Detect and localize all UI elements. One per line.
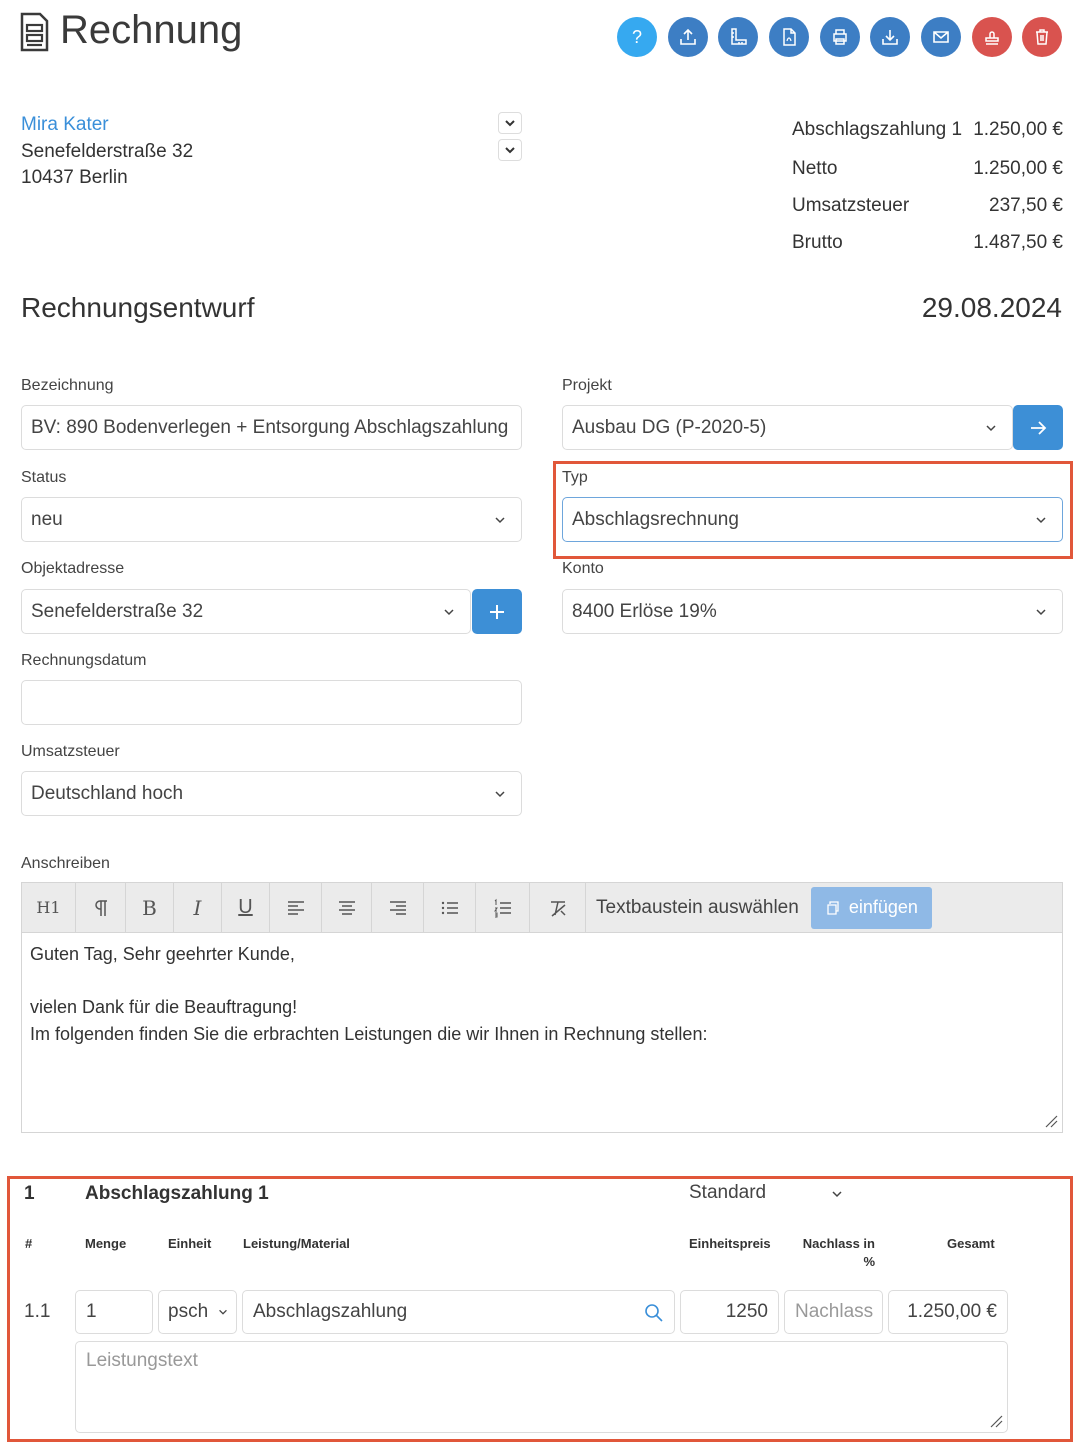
chevron-down-icon xyxy=(503,116,517,130)
delete-button[interactable] xyxy=(1022,17,1062,57)
customer-city: 10437 Berlin xyxy=(21,167,128,188)
rechnungsdatum-input[interactable] xyxy=(21,680,522,725)
objektadresse-label: Objektadresse xyxy=(21,560,125,577)
group-number: 1 xyxy=(24,1183,35,1204)
chevron-down-icon xyxy=(503,143,517,157)
summary-label: Netto xyxy=(792,158,838,179)
textblock-select-label: Textbaustein auswählen xyxy=(596,896,799,918)
group-type-select[interactable] xyxy=(689,1182,849,1206)
document-date: 29.08.2024 xyxy=(921,292,1062,323)
bezeichnung-value: BV: 890 Bodenverlegen + Entsorgung Abschlagszahlung xyxy=(31,416,509,438)
status-value: neu xyxy=(31,508,63,530)
typ-select[interactable] xyxy=(562,497,1063,542)
upload-icon xyxy=(678,27,698,47)
discount-input[interactable] xyxy=(784,1290,883,1334)
summary-value: 1.487,50 € xyxy=(973,232,1063,253)
summary-row-brutto xyxy=(792,232,1063,254)
trash-icon xyxy=(1032,27,1052,47)
chevron-down-icon xyxy=(493,787,507,801)
search-icon[interactable] xyxy=(644,1303,664,1323)
download-button[interactable] xyxy=(870,17,910,57)
pdf-icon xyxy=(779,27,799,47)
heading-button[interactable] xyxy=(22,883,76,933)
umsatzsteuer-value: Deutschland hoch xyxy=(31,782,184,804)
status-select[interactable] xyxy=(21,497,522,542)
summary-label: Brutto xyxy=(792,232,843,253)
editor-content[interactable] xyxy=(30,941,707,1047)
header-leistung: Leistung/Material xyxy=(243,1236,350,1251)
italic-button[interactable] xyxy=(174,883,222,933)
typ-label: Typ xyxy=(562,469,588,486)
chevron-down-icon xyxy=(1034,513,1048,527)
discount-placeholder: Nachlass xyxy=(795,1301,874,1322)
textblock-select[interactable] xyxy=(586,883,799,933)
numbered-list-icon xyxy=(492,897,514,919)
summary-value: 1.250,00 € xyxy=(973,119,1063,140)
insert-button-label: einfügen xyxy=(848,897,918,917)
insert-textblock-button[interactable] xyxy=(811,887,932,929)
customer-contact-dropdown[interactable] xyxy=(498,112,522,134)
document-status-title: Rechnungsentwurf xyxy=(21,292,255,323)
objektadresse-select[interactable] xyxy=(21,589,471,634)
paragraph-icon xyxy=(90,897,112,919)
resize-handle-icon[interactable] xyxy=(1044,1114,1058,1128)
summary-value: 1.250,00 € xyxy=(973,158,1063,179)
underline-icon: U xyxy=(238,896,253,918)
header-nachlass-line1: Nachlass in xyxy=(802,1236,875,1251)
header-einheitspreis: Einheitspreis xyxy=(689,1236,771,1251)
align-center-button[interactable] xyxy=(322,883,372,933)
underline-button[interactable] xyxy=(222,883,270,933)
document-icon xyxy=(18,12,50,52)
printer-icon xyxy=(830,27,850,47)
editor-line: vielen Dank für die Beauftragung! xyxy=(30,997,298,1017)
total-value: 1.250,00 € xyxy=(907,1301,997,1322)
copy-icon xyxy=(825,900,841,916)
editor-line: Guten Tag, Sehr geehrter Kunde, xyxy=(30,944,295,964)
email-button[interactable] xyxy=(921,17,961,57)
group-title[interactable]: Abschlagszahlung 1 xyxy=(85,1183,269,1204)
summary-label: Abschlagszahlung 1 xyxy=(792,119,963,140)
rechnungsdatum-label: Rechnungsdatum xyxy=(21,652,147,669)
align-left-button[interactable] xyxy=(270,883,322,933)
header-einheit: Einheit xyxy=(168,1236,212,1251)
h1-label: H1 xyxy=(36,898,61,917)
mail-icon xyxy=(931,27,951,47)
projekt-label: Projekt xyxy=(562,377,612,394)
unit-value: psch xyxy=(168,1301,209,1322)
anschreiben-label: Anschreiben xyxy=(21,855,110,872)
stamp-button[interactable] xyxy=(972,17,1012,57)
header-num: # xyxy=(25,1236,33,1251)
download-icon xyxy=(880,27,900,47)
header-nachlass-line2: % xyxy=(863,1254,875,1269)
service-input[interactable] xyxy=(242,1290,675,1334)
service-text-input[interactable] xyxy=(75,1341,1008,1433)
bullet-list-button[interactable] xyxy=(424,883,476,933)
plus-icon xyxy=(486,601,508,623)
ruler-icon xyxy=(728,27,748,47)
align-center-icon xyxy=(336,897,358,919)
upload-button[interactable] xyxy=(668,17,708,57)
group-type-value: Standard xyxy=(689,1182,767,1203)
konto-label: Konto xyxy=(562,560,604,577)
customer-address-dropdown[interactable] xyxy=(498,139,522,161)
print-button[interactable] xyxy=(820,17,860,57)
numbered-list-button[interactable] xyxy=(476,883,530,933)
summary-value: 237,50 € xyxy=(989,195,1063,216)
konto-value: 8400 Erlöse 19% xyxy=(572,600,717,622)
chevron-down-icon xyxy=(493,513,507,527)
align-right-icon xyxy=(387,897,409,919)
summary-row-netto xyxy=(792,158,1063,180)
bold-button[interactable] xyxy=(126,883,174,933)
add-address-button[interactable] xyxy=(472,589,522,634)
quantity-value: 1 xyxy=(86,1301,97,1322)
bold-icon: B xyxy=(142,895,157,920)
chevron-down-icon xyxy=(217,1306,229,1318)
total-field xyxy=(888,1290,1008,1334)
header-gesamt: Gesamt xyxy=(947,1236,995,1251)
customer-name-link[interactable]: Mira Kater xyxy=(21,114,109,135)
editor-line xyxy=(30,968,707,995)
arrow-right-icon xyxy=(1027,417,1049,439)
summary-label: Umsatzsteuer xyxy=(792,195,910,216)
umsatzsteuer-select[interactable] xyxy=(21,771,522,816)
header-nachlass xyxy=(797,1236,875,1269)
unit-price-input[interactable] xyxy=(680,1290,779,1334)
item-number: 1.1 xyxy=(24,1301,51,1322)
clear-format-button[interactable] xyxy=(530,883,586,933)
chevron-down-icon xyxy=(830,1187,844,1201)
chevron-down-icon xyxy=(984,421,998,435)
projekt-select[interactable] xyxy=(562,405,1013,450)
typ-value: Abschlagsrechnung xyxy=(572,508,739,530)
bullet-list-icon xyxy=(439,897,461,919)
italic-icon: I xyxy=(193,895,202,920)
header-menge: Menge xyxy=(85,1236,127,1251)
align-left-icon xyxy=(285,897,307,919)
help-button[interactable] xyxy=(617,17,657,57)
objektadresse-value: Senefelderstraße 32 xyxy=(31,600,204,622)
resize-handle-icon[interactable] xyxy=(989,1414,1003,1428)
unit-price-value: 1250 xyxy=(725,1301,768,1322)
service-text-placeholder: Leistungstext xyxy=(86,1350,198,1371)
summary-row-umsatzsteuer xyxy=(792,195,1063,217)
editor-toolbar xyxy=(22,883,1062,933)
measure-button[interactable] xyxy=(718,17,758,57)
page-title: Rechnung xyxy=(60,8,243,52)
unit-select[interactable] xyxy=(158,1290,237,1334)
chevron-down-icon xyxy=(442,605,456,619)
status-label: Status xyxy=(21,469,67,486)
customer-street: Senefelderstraße 32 xyxy=(21,141,194,162)
bezeichnung-label: Bezeichnung xyxy=(21,377,114,394)
anschreiben-editor[interactable] xyxy=(21,882,1063,1133)
help-icon: ? xyxy=(631,26,642,47)
summary-row-abschlag xyxy=(792,119,1063,141)
stamp-icon xyxy=(982,27,1002,47)
align-right-button[interactable] xyxy=(372,883,424,933)
editor-line: Im folgenden finden Sie die erbrachten Leistungen die wir Ihnen in Rechnung stellen: xyxy=(30,1023,708,1044)
clear-format-icon xyxy=(547,897,569,919)
pdf-button[interactable] xyxy=(769,17,809,57)
quantity-input[interactable] xyxy=(75,1290,153,1334)
chevron-down-icon xyxy=(1034,605,1048,619)
paragraph-button[interactable] xyxy=(76,883,126,933)
konto-select[interactable] xyxy=(562,589,1063,634)
bezeichnung-input[interactable] xyxy=(21,405,522,450)
projekt-value: Ausbau DG (P-2020-5) xyxy=(572,416,767,438)
open-project-button[interactable] xyxy=(1013,405,1063,450)
service-value: Abschlagszahlung xyxy=(253,1301,408,1322)
umsatzsteuer-label: Umsatzsteuer xyxy=(21,743,120,760)
